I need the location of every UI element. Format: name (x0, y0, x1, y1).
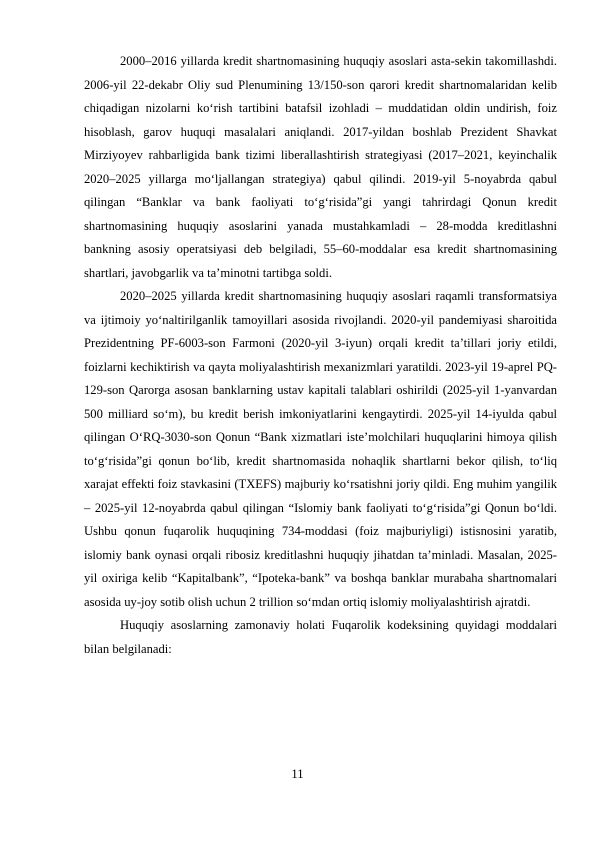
page-body (84, 50, 557, 661)
paragraph-3: Huquqiy asoslarning zamonaviy holati Fuqarolik kodeksining quyidagi moddalari bilan belgilanadi: (84, 618, 557, 656)
page-number: 11 (291, 767, 304, 781)
paragraph-2: 2020–2025 yillarda kredit shartnomasining huquqiy asoslari raqamli transformatsiya va ijtimoiy yo‘naltirilganlik tamoyillari asosida rivojlandi. 2020-yil pandemiyasi sharoitida Prezidentning PF-6003-son Farmoni (2020-yil 3-iyun) orqali kredit ta’tillari joriy etildi, foizlarni kechiktirish va qayta moliyalashtirish mexanizmlari yaratildi. 2023-yil 19-aprel PQ-129-son Qarorga asosan banklarning ustav kapitali talablari oshirildi (2025-yil 1-yanvardan 500 milliard so‘m), bu kredit berish imkoniyatlarini kengaytirdi. 2025-yil 14-iyulda qabul qilingan O‘RQ-3030-son Qonun “Bank xizmatlari iste’molchilari huquqlarini himoya qilish to‘g‘risida”gi qonun bo‘lib, kredit shartnomasida nohaqlik shartlarni bekor qilish, to‘liq xarajat effekti foiz stavkasini (TXEFS) majburiy ko‘rsatishni joriy qildi. Eng muhim yangilik – 2025-yil 12-noyabrda qabul qilingan “Islomiy bank faoliyati to‘g‘risida”gi Qonun bo‘ldi. Ushbu qonun fuqarolik huquqining 734-moddasi (foiz majburiyligi) istisnosini yaratib, islomiy bank oynasi orqali ribosiz kreditlashni huquqiy jihatdan ta’minladi. Masalan, 2025-yil oxiriga kelib “Kapitalbank”, “Ipoteka-bank” va boshqa banklar murabaha shartnomalari asosida uy-joy sotib olish uchun 2 trillion so‘mdan ortiq islomiy moliyalashtirish ajratdi. (84, 289, 557, 609)
paragraph-1: 2000–2016 yillarda kredit shartnomasining huquqiy asoslari asta-sekin takomillashdi. 2006-yil 22-dekabr Oliy sud Plenumining 13/150-son qarori kredit shartnomalaridan kelib chiqadigan nizolarni ko‘rish tartibini batafsil izohladi – muddatidan oldin undirish, foiz hisoblash, garov huquqi masalalari aniqlandi. 2017-yildan boshlab Prezident Shavkat Mirziyoyev rahbarligida bank tizimi liberallashtirish strategiyasi (2017–2021, keyinchalik 2020–2025 yillarga mo‘ljallangan strategiya) qabul qilindi. 2019-yil 5-noyabrda qabul qilingan “Banklar va bank faoliyati to‘g‘risida”gi yangi tahrirdagi Qonun kredit shartnomasining huquqiy asoslarini yanada mustahkamladi – 28-modda kreditlashni bankning asosiy operatsiyasi deb belgiladi, 55–60-moddalar esa kredit shartnomasining shartlari, javobgarlik va ta’minotni tartibga soldi. (84, 54, 557, 280)
